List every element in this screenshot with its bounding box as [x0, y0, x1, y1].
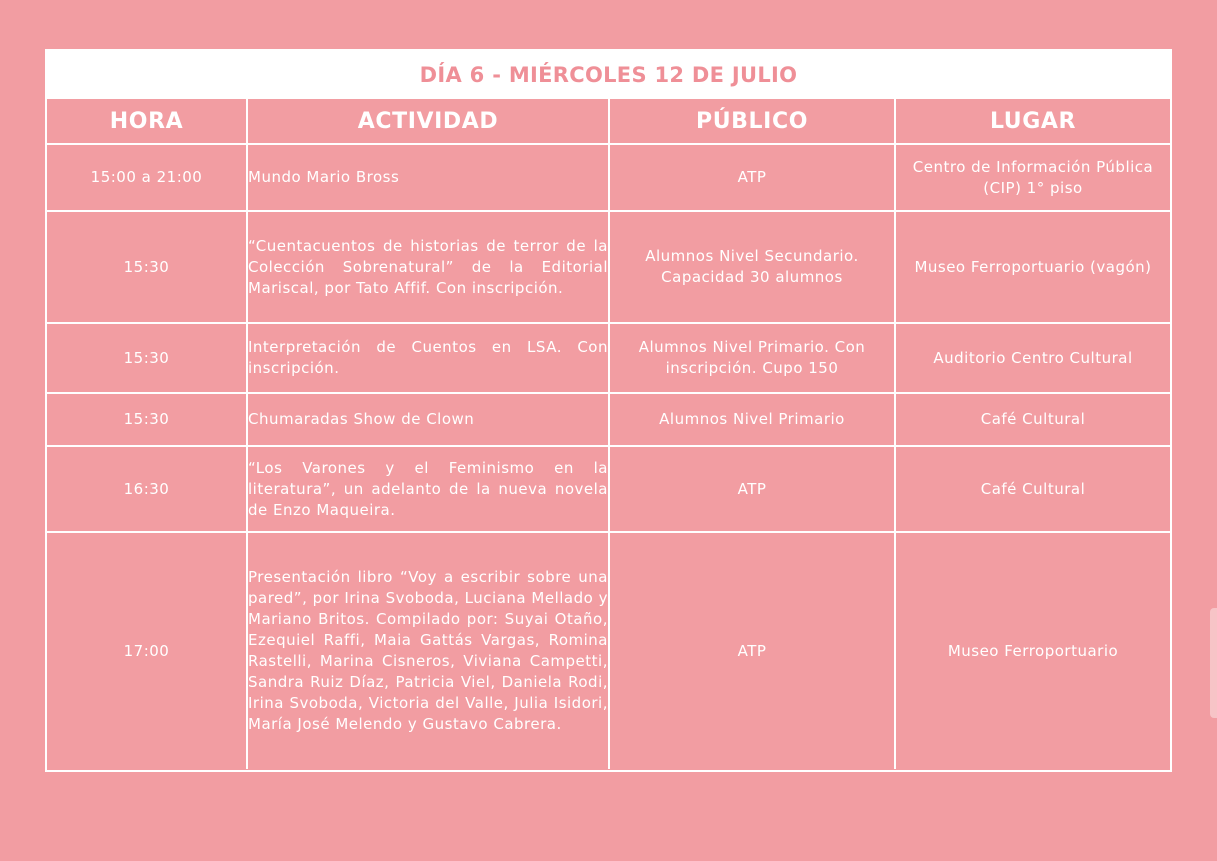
- table-row: [47, 532, 1170, 769]
- day-title: DÍA 6 - MIÉRCOLES 12 DE JULIO: [47, 51, 1170, 99]
- cell-actividad: Presentación libro “Voy a escribir sobre una pared”, por Irina Svoboda, Luciana Mellado y Mariano Britos. Compilado por: Suyai Otaño, Ezequiel Raffi, Maia Gattás Vargas, Romina Rastelli, Marina Cisneros, Viviana Campetti, Sandra Ruiz Díaz, Patricia Viel, Daniela Rodi, Irina Svoboda, Victoria del Valle, Julia Isidori, María José Melendo y Gustavo Cabrera.: [247, 532, 609, 769]
- cell-actividad: Chumaradas Show de Clown: [247, 393, 609, 446]
- header-row: [47, 99, 1170, 144]
- table-row: [47, 393, 1170, 446]
- cell-actividad: “Los Varones y el Feminismo en la literatura”, un adelanto de la nueva novela de Enzo Maqueira.: [247, 446, 609, 532]
- cell-actividad: Mundo Mario Bross: [247, 144, 609, 211]
- cell-hora: 16:30: [47, 446, 247, 532]
- header-hora: HORA: [47, 99, 247, 144]
- scroll-tab[interactable]: [1210, 608, 1217, 718]
- header-lugar: LUGAR: [895, 99, 1170, 144]
- cell-hora: 15:30: [47, 323, 247, 393]
- cell-lugar: Museo Ferroportuario: [895, 532, 1170, 769]
- header-actividad: ACTIVIDAD: [247, 99, 609, 144]
- cell-publico: Alumnos Nivel Primario: [609, 393, 895, 446]
- cell-lugar: Centro de Información Pública (CIP) 1° piso: [895, 144, 1170, 211]
- table-row: [47, 446, 1170, 532]
- cell-publico: Alumnos Nivel Secundario. Capacidad 30 alumnos: [609, 211, 895, 323]
- cell-hora: 15:30: [47, 211, 247, 323]
- cell-hora: 15:30: [47, 393, 247, 446]
- table-row: [47, 323, 1170, 393]
- cell-publico: Alumnos Nivel Primario. Con inscripción. Cupo 150: [609, 323, 895, 393]
- cell-publico: ATP: [609, 144, 895, 211]
- header-publico: PÚBLICO: [609, 99, 895, 144]
- cell-publico: ATP: [609, 532, 895, 769]
- table-row: [47, 144, 1170, 211]
- cell-actividad: Interpretación de Cuentos en LSA. Con inscripción.: [247, 323, 609, 393]
- cell-hora: 17:00: [47, 532, 247, 769]
- schedule-table: [47, 99, 1170, 769]
- cell-lugar: Café Cultural: [895, 446, 1170, 532]
- table-row: [47, 211, 1170, 323]
- cell-lugar: Café Cultural: [895, 393, 1170, 446]
- cell-actividad: “Cuentacuentos de historias de terror de la Colección Sobrenatural” de la Editorial Mariscal, por Tato Affif. Con inscripción.: [247, 211, 609, 323]
- cell-hora: 15:00 a 21:00: [47, 144, 247, 211]
- cell-lugar: Museo Ferroportuario (vagón): [895, 211, 1170, 323]
- schedule-sheet: [45, 49, 1172, 772]
- cell-publico: ATP: [609, 446, 895, 532]
- cell-lugar: Auditorio Centro Cultural: [895, 323, 1170, 393]
